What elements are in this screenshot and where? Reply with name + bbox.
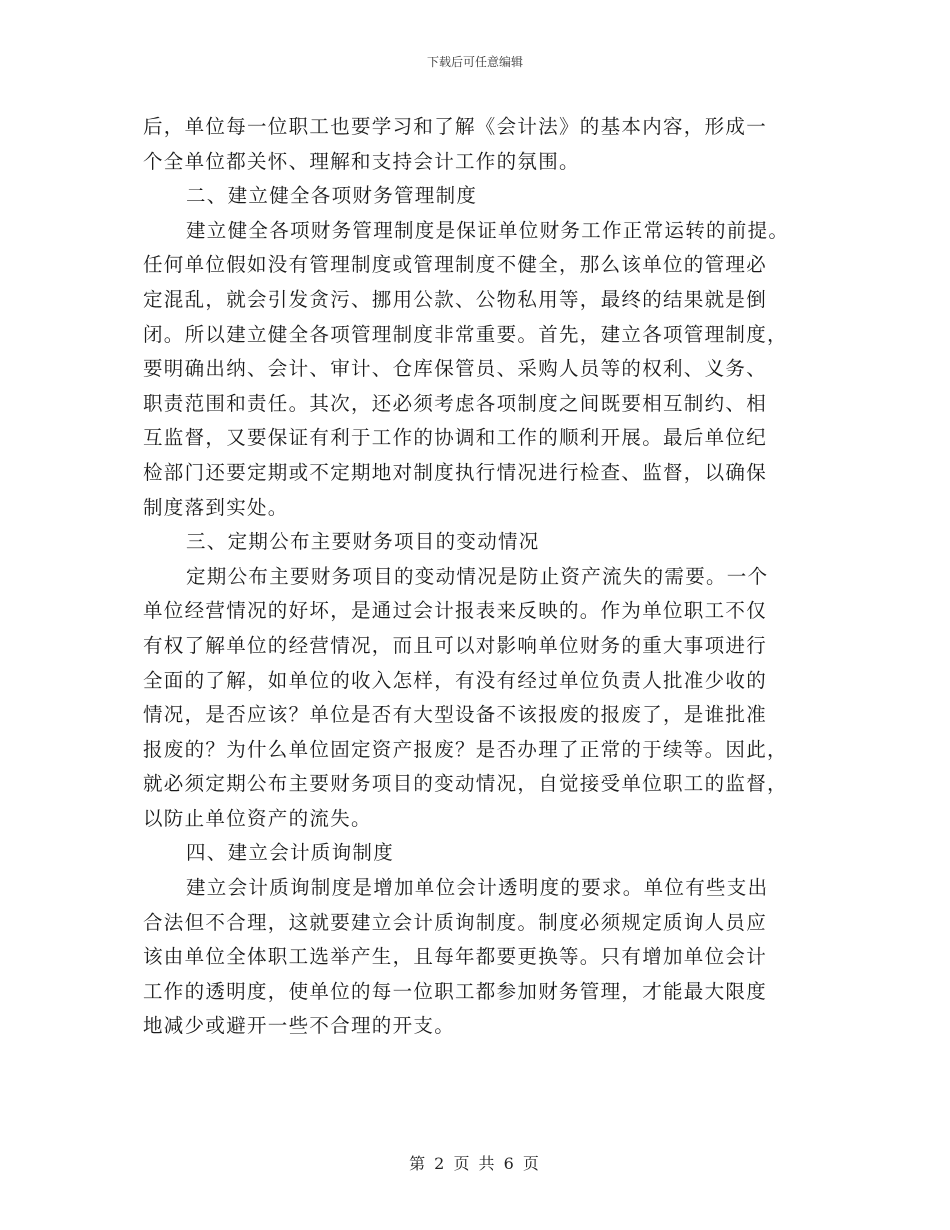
body-line: 单位经营情况的好坏，是通过会计报表来反映的。作为单位职工不仅 bbox=[143, 599, 768, 623]
body-line: 报废的？为什么单位固定资产报废？是否办理了正常的于续等。因此， bbox=[143, 737, 788, 761]
body-line: 地减少或避开一些不合理的开支。 bbox=[143, 1014, 456, 1038]
section-heading: 三、定期公布主要财务项目的变动情况 bbox=[186, 530, 540, 554]
paragraph-start: 建立健全各项财务管理制度是保证单位财务工作正常运转的前提。 bbox=[186, 218, 790, 242]
body-line: 工作的透明度，使单位的每一位职工都参加财务管理，才能最大限度 bbox=[143, 979, 768, 1003]
paragraph-start: 定期公布主要财务项目的变动情况是防止资产流失的需要。一个 bbox=[186, 564, 769, 588]
body-line: 合法但不合理，这就要建立会计质询制度。制度必须规定质询人员应 bbox=[143, 910, 768, 934]
section-heading: 四、建立会计质询制度 bbox=[186, 841, 395, 865]
body-line: 该由单位全体职工选举产生，且每年都要更换等。只有增加单位会计 bbox=[143, 945, 768, 969]
body-line: 闭。所以建立健全各项管理制度非常重要。首先，建立各项管理制度， bbox=[143, 322, 788, 346]
body-line: 有权了解单位的经营情况，而且可以对影响单位财务的重大事项进行 bbox=[143, 633, 768, 657]
body-line: 检部门还要定期或不定期地对制度执行情况进行检查、监督，以确保 bbox=[143, 460, 768, 484]
body-line: 任何单位假如没有管理制度或管理制度不健全，那么该单位的管理必 bbox=[143, 253, 768, 277]
page-header: 下载后可任意编辑 bbox=[426, 55, 523, 69]
body-line: 制度落到实处。 bbox=[143, 495, 289, 519]
section-heading: 二、建立健全各项财务管理制度 bbox=[186, 184, 478, 208]
page-number: 第 2 页 共 6 页 bbox=[409, 1154, 541, 1173]
paragraph-start: 建立会计质询制度是增加单位会计透明度的要求。单位有些支出 bbox=[186, 876, 769, 900]
body-line: 个全单位都关怀、理解和支持会计工作的氛围。 bbox=[143, 149, 580, 173]
body-line: 就必须定期公布主要财务项目的变动情况，自觉接受单位职工的监督， bbox=[143, 772, 788, 796]
body-line: 职责范围和责任。其次，还必须考虑各项制度之间既要相互制约、相 bbox=[143, 391, 768, 415]
body-line: 后，单位每一位职工也要学习和了解《会计法》的基本内容，形成一 bbox=[143, 115, 768, 138]
body-line: 定混乱，就会引发贪污、挪用公款、公物私用等，最终的结果就是倒 bbox=[143, 287, 768, 311]
body-line: 互监督，又要保证有利于工作的协调和工作的顺利开展。最后单位纪 bbox=[143, 426, 768, 450]
body-line: 以防止单位资产的流失。 bbox=[143, 806, 372, 830]
body-line: 全面的了解，如单位的收入怎样，有没有经过单位负责人批准少收的 bbox=[143, 668, 768, 692]
body-line: 要明确出纳、会计、审计、仓库保管员、采购人员等的权利、义务、 bbox=[143, 357, 768, 381]
document-body bbox=[143, 110, 808, 1044]
body-line: 情况，是否应该？单位是否有大型设备不该报废的报废了，是谁批准 bbox=[143, 703, 768, 727]
